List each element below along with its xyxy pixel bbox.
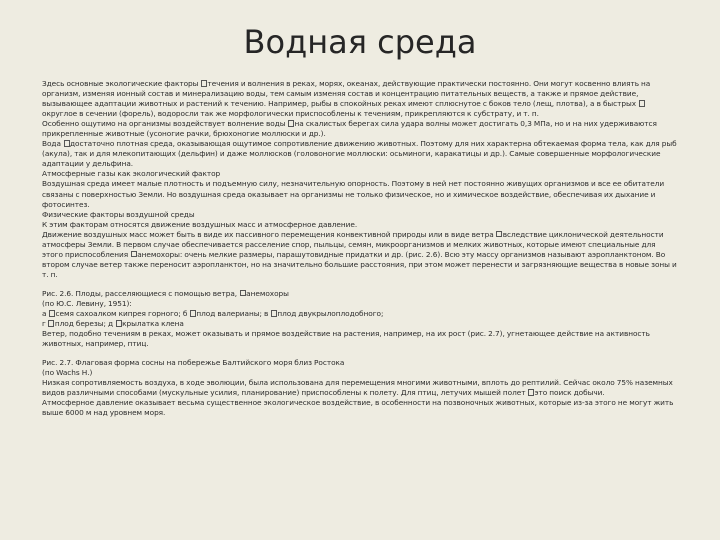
text-fragment: г: [42, 319, 48, 329]
missing-glyph-box-icon: [288, 120, 294, 127]
missing-glyph-box-icon: [116, 320, 122, 327]
text-fragment: Рис. 2.6. Плоды, расселяющиеся с помощью ветра,: [42, 288, 240, 298]
paragraph-gap: [42, 280, 678, 289]
text-fragment: К этим факторам относятся движение воздушных масс и атмосферное давление.: [42, 219, 358, 229]
paragraph-p12: [42, 319, 678, 329]
missing-glyph-box-icon: [639, 100, 645, 107]
text-fragment: Низкая сопротивляемость воздуха, в ходе эволюции, была использована для перемещения многими животными, вплоть до рептилий. Сейчас около 75% наземных видов различными способами (мускульные усилия, планирование) приспособлены к полету. Для птиц, летучих мышей полет: [42, 378, 675, 398]
text-fragment: Атмосферные газы как экологический фактор: [42, 169, 221, 179]
missing-glyph-box-icon: [48, 320, 54, 327]
paragraph-p1: [42, 79, 678, 119]
text-fragment: (по Wachs Н.): [42, 368, 93, 378]
paragraph-p7: [42, 220, 678, 230]
text-fragment: плод березы; д: [54, 319, 116, 329]
paragraph-p4: [42, 169, 678, 179]
paragraph-p13: [42, 329, 678, 349]
missing-glyph-box-icon: [64, 140, 70, 147]
text-fragment: течения и волнения в реках, морях, океанах, действующие практически постоянно. Они могут косвенно влиять на организм, изменяя ионный состав и минерализацию воды, тем самым изменяя состав и концентрацию питательных веществ, а также и прямое действие, вызывающее адаптации животных и растений к течению. Например, рыбы в спокойных реках имеют сплюснутое с боков тело (лещ, плотва), а в быстрых: [42, 79, 653, 109]
paragraph-p8: [42, 230, 678, 280]
missing-glyph-box-icon: [496, 231, 502, 238]
text-fragment: анемохоры: очень мелкие размеры, парашутовидные придатки и др. (рис. 2.6). Всю эту массу организмов называют аэропланктоном. Во втором случае ветер также переносит аэропланктон, но на значительно большие расстояния, при этом может перенести и загрязняющие вещества в новые зоны и т. п.: [42, 249, 679, 279]
text-fragment: вследствие циклонической деятельности атмосферы Земли. В первом случае обеспечивается расселение спор, пыльцы, семян, микроорганизмов и мелких животных, которые имеют специальные для этого приспособления: [42, 229, 666, 259]
paragraph-p6: [42, 210, 678, 220]
paragraph-p11: [42, 309, 678, 319]
missing-glyph-box-icon: [240, 290, 246, 297]
paragraph-p17: [42, 398, 678, 418]
text-fragment: на скалистых берегах сила удара волны может достигать 0,3 МПа, но и на них удерживаются прикрепленные животные (усоногие рачки, брюхоногие моллюски и др.).: [42, 119, 659, 139]
paragraph-gap: [42, 349, 678, 358]
text-fragment: Движение воздушных масс может быть в виде их пассивного перемещения конвективной природы или в виде ветра: [42, 229, 496, 239]
paragraph-p10: [42, 299, 678, 309]
text-fragment: Особенно ощутимо на организмы воздействует волнение воды: [42, 119, 288, 129]
missing-glyph-box-icon: [131, 251, 137, 258]
text-fragment: это поиск добычи.: [534, 388, 605, 398]
paragraph-p16: [42, 378, 678, 398]
text-fragment: (по Ю.С. Левину, 1951):: [42, 298, 132, 308]
text-fragment: Здесь основные экологические факторы: [42, 79, 201, 88]
missing-glyph-box-icon: [271, 310, 277, 317]
text-fragment: анемохоры: [246, 288, 289, 298]
paragraph-p3: [42, 139, 678, 169]
text-fragment: Атмосферное давление оказывает весьма существенное экологическое воздействие, в особенности на позвоночных животных, которые из-за этого не могут жить выше 6000 м над уровнем моря.: [42, 398, 676, 418]
missing-glyph-box-icon: [190, 310, 196, 317]
missing-glyph-box-icon: [528, 389, 534, 396]
text-fragment: плод валерианы; в: [196, 309, 271, 319]
text-fragment: Вода: [42, 139, 63, 149]
text-fragment: Физические факторы воздушной среды: [42, 209, 195, 219]
paragraph-p14: [42, 358, 678, 368]
text-fragment: семя сахоалком кипрея горного; б: [55, 309, 190, 319]
text-fragment: Ветер, подобно течениям в реках, может оказывать и прямое воздействие на растения, например, на их рост (рис. 2.7), угнетающее действие на активность животных, например, птиц.: [42, 329, 653, 349]
slide-body-text: [42, 79, 678, 419]
text-fragment: Воздушная среда имеет малые плотность и подъемную силу, незначительную опорность. Поэтому в ней нет постоянно живущих организмов и все ее обитатели связаны с поверхностью Земли. Но воздушная среда оказывает на организмы не только физическое, но и химическое воздействие, обеспечивая их дыхание и фотосинтез.: [42, 179, 667, 209]
text-fragment: Рис. 2.7. Флаговая форма сосны на побережье Балтийского моря близ Ростока: [42, 358, 345, 368]
slide-title: Водная среда: [243, 23, 477, 61]
paragraph-p9: [42, 289, 678, 299]
text-fragment: плод двукрылоплодобного;: [277, 309, 384, 319]
paragraph-p5: [42, 179, 678, 209]
paragraph-p15: [42, 368, 678, 378]
missing-glyph-box-icon: [49, 310, 55, 317]
text-fragment: крылатка клена: [122, 319, 184, 329]
text-fragment: округлое в сечении (форель), водоросли так же морфологически приспособлены к течениям, прикрепляются к субстрату, и т. п.: [42, 109, 539, 119]
paragraph-p2: [42, 119, 678, 139]
text-fragment: достаточно плотная среда, оказывающая ощутимое сопротивление движению животных. Поэтому для них характерна обтекаемая форма тела, как для рыб (акула), так и для млекопитающих (дельфин) и даже моллюсков (головоногие моллюски: осьминоги, каракатицы и др.). Самые совершенные морфологические адаптации у дельфина.: [42, 139, 679, 169]
text-fragment: а: [42, 309, 49, 319]
